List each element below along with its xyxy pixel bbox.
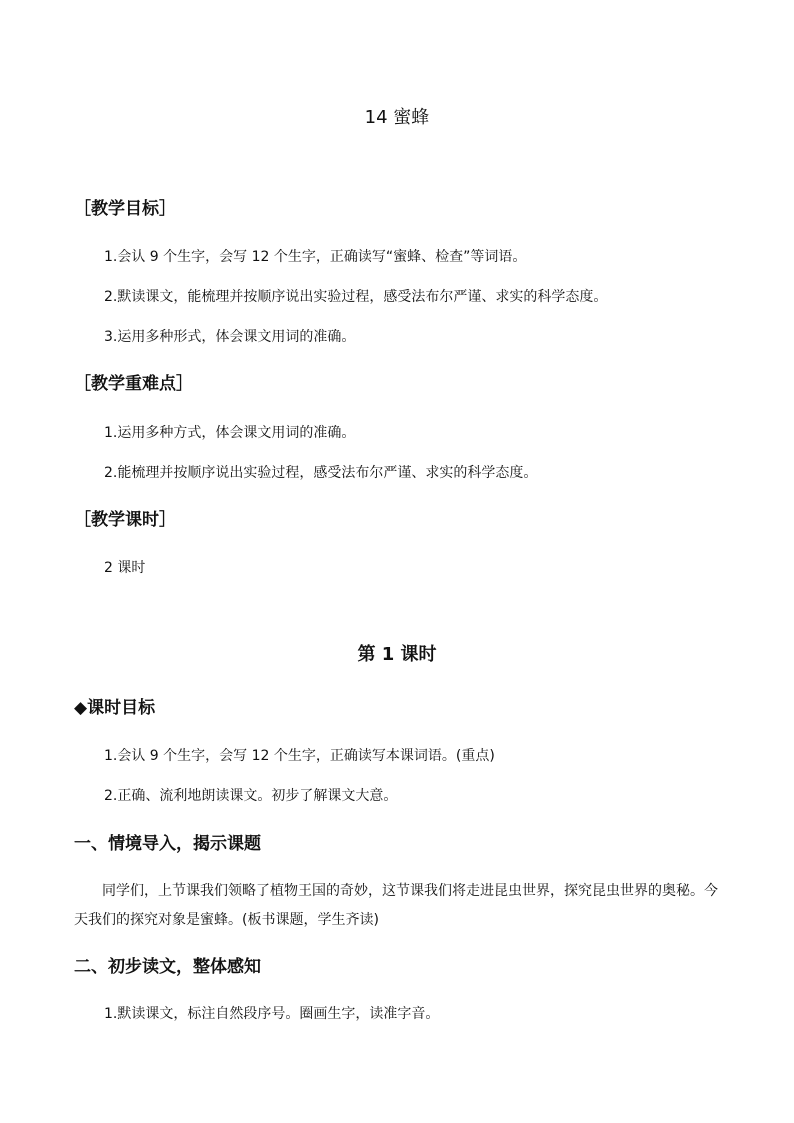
document-title: 14 蜜蜂 <box>364 107 430 128</box>
key-difficulty-item: 2.能梳理并按顺序说出实验过程，感受法布尔严谨、求实的科学态度。 <box>104 465 538 481</box>
lesson-goal-item: 2.正确、流利地朗读课文。初步了解课文大意。 <box>104 788 398 804</box>
part-one-heading: 一、情境导入，揭示课题 <box>74 834 261 854</box>
part-one-paragraph: 同学们，上节课我们领略了植物王国的奇妙，这节课我们将走进昆虫世界，探究昆虫世界的奥秘。今天我们的探究对象是蜜蜂。(板书课题，学生齐读) <box>74 883 718 928</box>
part-two-item: 1.默读课文，标注自然段序号。圈画生字，读准字音。 <box>104 1006 440 1022</box>
teaching-goal-item: 3.运用多种形式，体会课文用词的准确。 <box>104 329 356 345</box>
lesson-goal-heading: ◆课时目标 <box>74 698 156 718</box>
teaching-goal-item: 2.默读课文，能梳理并按顺序说出实验过程，感受法布尔严谨、求实的科学态度。 <box>104 289 608 305</box>
key-difficulty-item: 1.运用多种方式，体会课文用词的准确。 <box>104 425 356 441</box>
lesson-title: 第 1 课时 <box>357 644 437 665</box>
part-two-heading: 二、初步读文，整体感知 <box>74 957 261 977</box>
teaching-goal-item: 1.会认 9 个生字，会写 12 个生字，正确读写“蜜蜂、检查”等词语。 <box>104 249 527 265</box>
section-heading-teaching-goals: ［教学目标］ <box>74 199 176 219</box>
section-heading-key-difficulties: ［教学重难点］ <box>74 374 193 394</box>
lesson-goal-item: 1.会认 9 个生字，会写 12 个生字，正确读写本课词语。(重点) <box>104 748 495 764</box>
section-heading-class-hours: ［教学课时］ <box>74 510 176 530</box>
class-hours-value: 2 课时 <box>104 560 146 576</box>
